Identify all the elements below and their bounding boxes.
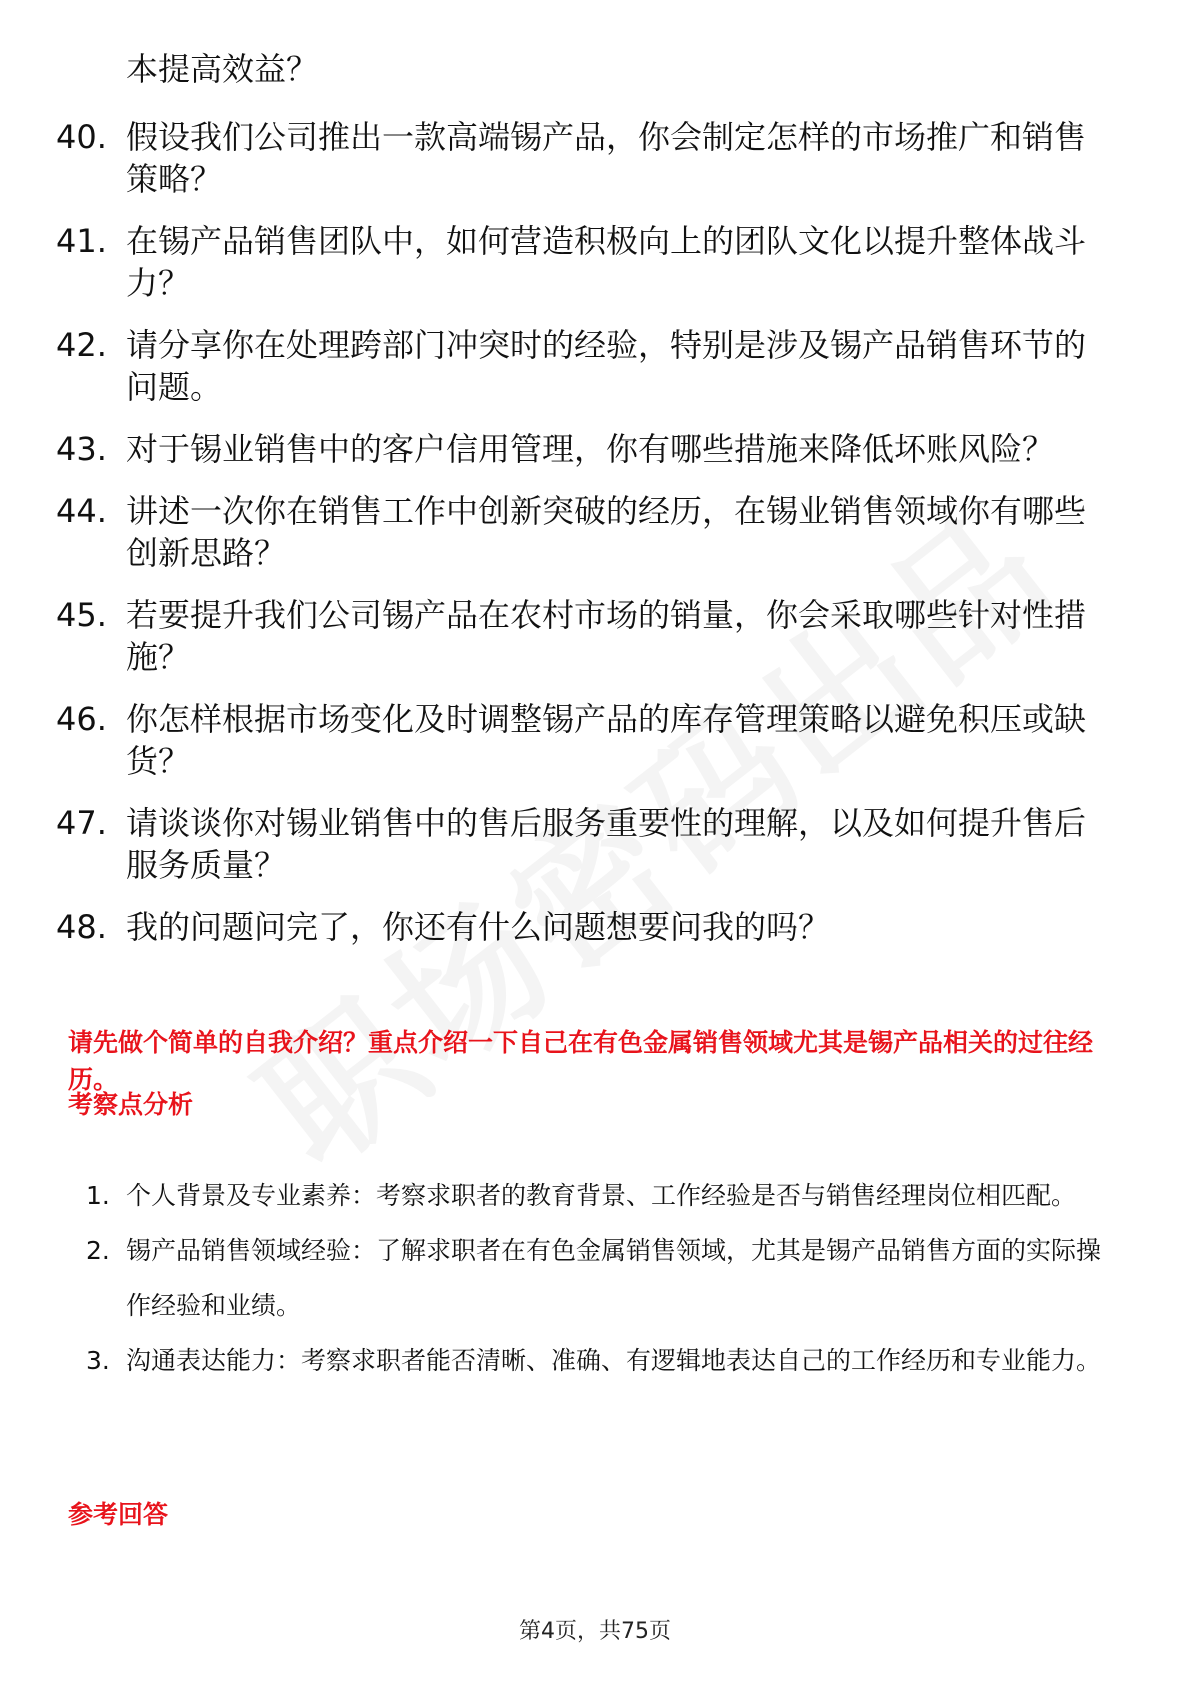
question-text: 我的问题问完了，你还有什么问题想要问我的吗？ xyxy=(126,908,831,946)
analysis-text: 锡产品销售领域经验：了解求职者在有色金属销售领域，尤其是锡产品销售方面的实际操作经验和业绩。 xyxy=(126,1236,1102,1320)
analysis-text: 个人背景及专业素养：考察求职者的教育背景、工作经验是否与销售经理岗位相匹配。 xyxy=(126,1181,1077,1210)
analysis-number: 3. xyxy=(86,1346,110,1375)
analysis-text: 沟通表达能力：考察求职者能否清晰、准确、有逻辑地表达自己的工作经历和专业能力。 xyxy=(126,1346,1102,1375)
question-item xyxy=(0,594,1190,678)
analysis-title: 考察点分析 xyxy=(68,1090,194,1119)
question-text: 请分享你在处理跨部门冲突时的经验，特别是涉及锡产品销售环节的问题。 xyxy=(126,326,1087,406)
question-number: 40. xyxy=(56,118,107,156)
question-number: 48. xyxy=(56,908,107,946)
question-text: 若要提升我们公司锡产品在农村市场的销量，你会采取哪些针对性措施？ xyxy=(126,596,1087,676)
question-text: 请谈谈你对锡业销售中的售后服务重要性的理解，以及如何提升售后服务质量？ xyxy=(126,804,1087,884)
question-item xyxy=(0,220,1190,304)
reference-title: 参考回答 xyxy=(68,1500,169,1529)
question-item xyxy=(0,116,1190,200)
analysis-item xyxy=(0,1168,1190,1223)
question-number: 44. xyxy=(56,492,107,530)
page-footer: 第4页，共75页 xyxy=(519,1619,671,1644)
question-text: 在锡产品销售团队中，如何营造积极向上的团队文化以提升整体战斗力？ xyxy=(126,222,1087,302)
question-text: 假设我们公司推出一款高端锡产品，你会制定怎样的市场推广和销售策略？ xyxy=(126,118,1087,198)
question-number: 42. xyxy=(56,326,107,364)
question-text: 对于锡业销售中的客户信用管理，你有哪些措施来降低坏账风险？ xyxy=(126,430,1055,468)
question-item xyxy=(0,428,1190,470)
question-number: 46. xyxy=(56,700,107,738)
analysis-number: 2. xyxy=(86,1236,110,1265)
question-number: 45. xyxy=(56,596,107,634)
analysis-item xyxy=(0,1223,1190,1333)
question-text: 讲述一次你在销售工作中创新突破的经历，在锡业销售领域你有哪些创新思路？ xyxy=(126,492,1087,572)
question-text: 你怎样根据市场变化及时调整锡产品的库存管理策略以避免积压或缺货？ xyxy=(126,700,1087,780)
analysis-item xyxy=(0,1333,1190,1388)
question-item xyxy=(0,324,1190,408)
question-number: 41. xyxy=(56,222,107,260)
continuation-text: 本提高效益？ xyxy=(126,50,319,88)
question-list xyxy=(0,48,1190,948)
question-item xyxy=(0,698,1190,782)
question-item xyxy=(0,490,1190,574)
question-number: 43. xyxy=(56,430,107,468)
question-item xyxy=(0,802,1190,886)
analysis-list xyxy=(0,1168,1190,1388)
question-item xyxy=(0,906,1190,948)
question-number: 47. xyxy=(56,804,107,842)
analysis-number: 1. xyxy=(86,1181,110,1210)
highlight-question: 请先做个简单的自我介绍？重点介绍一下自己在有色金属销售领域尤其是锡产品相关的过往经历。 xyxy=(68,1028,1094,1094)
